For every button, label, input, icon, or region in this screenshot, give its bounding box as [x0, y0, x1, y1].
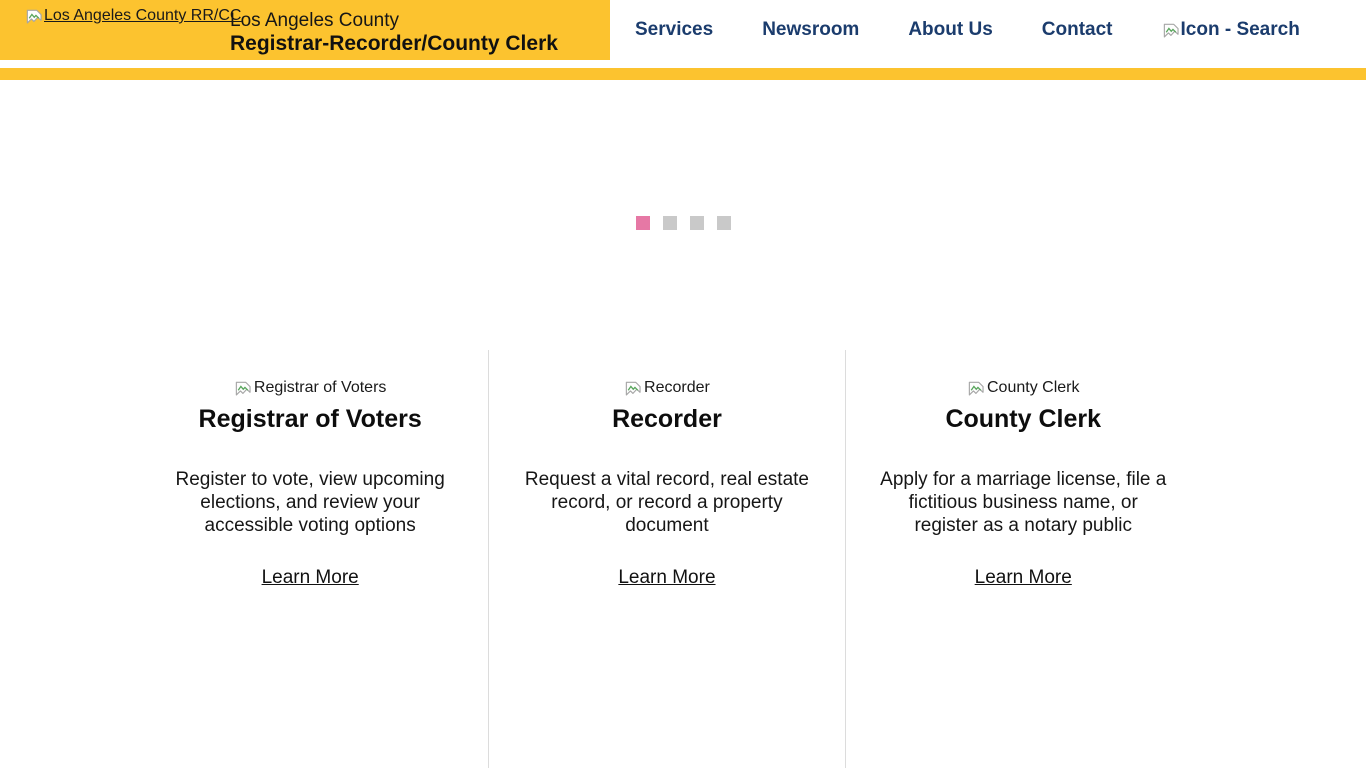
broken-image-icon: [25, 8, 42, 25]
service-card-recorder: [488, 350, 844, 768]
learn-more-link-county-clerk[interactable]: Learn More: [974, 566, 1072, 588]
nav-item-about-us[interactable]: About Us: [908, 19, 993, 40]
search-alt-text: Icon - Search: [1180, 19, 1300, 40]
main-nav: [610, 0, 1366, 60]
carousel-dots: [0, 216, 1366, 230]
service-image-alt: Registrar of Voters: [253, 379, 387, 396]
site-title-line1: Los Angeles County: [230, 10, 400, 31]
site-header: [0, 0, 1366, 60]
site-title: [230, 10, 558, 56]
service-title: Recorder: [612, 404, 722, 433]
service-description: Request a vital record, real estate record, or record a property document: [524, 468, 809, 536]
service-title: County Clerk: [945, 404, 1102, 433]
carousel-dot-3[interactable]: [690, 216, 704, 230]
learn-more-link-registrar[interactable]: Learn More: [261, 566, 359, 588]
service-image-placeholder: [234, 378, 387, 398]
broken-image-icon: [967, 380, 984, 397]
logo-alt-text: Los Angeles County RR/CC: [44, 7, 242, 24]
services-section: [132, 350, 1201, 768]
header-brand-area: [0, 0, 610, 60]
search-button[interactable]: [1162, 19, 1300, 41]
broken-image-icon: [234, 380, 251, 397]
service-card-county-clerk: [845, 350, 1201, 768]
broken-image-icon: [1162, 22, 1179, 39]
carousel-dot-1[interactable]: [636, 216, 650, 230]
service-image-alt: Recorder: [644, 379, 710, 396]
logo-link[interactable]: [25, 7, 241, 25]
service-image-alt: County Clerk: [987, 379, 1080, 396]
service-description: Register to vote, view upcoming elections, and review your accessible voting options: [175, 468, 445, 536]
carousel-dot-2[interactable]: [663, 216, 677, 230]
nav-item-services[interactable]: Services: [635, 19, 714, 40]
service-title: Registrar of Voters: [198, 404, 422, 433]
service-description: Apply for a marriage license, file a fictitious business name, or register as a notary public: [880, 468, 1167, 536]
nav-item-newsroom[interactable]: Newsroom: [762, 19, 860, 40]
service-image-placeholder: [624, 378, 710, 398]
learn-more-link-recorder[interactable]: Learn More: [618, 566, 716, 588]
nav-item-contact[interactable]: Contact: [1041, 19, 1113, 40]
yellow-divider-strip: [0, 68, 1366, 80]
carousel-dot-4[interactable]: [717, 216, 731, 230]
site-title-line2: Registrar-Recorder/County Clerk: [230, 31, 558, 55]
broken-image-icon: [624, 380, 641, 397]
service-image-placeholder: [967, 378, 1079, 398]
service-card-registrar-of-voters: [132, 350, 488, 768]
